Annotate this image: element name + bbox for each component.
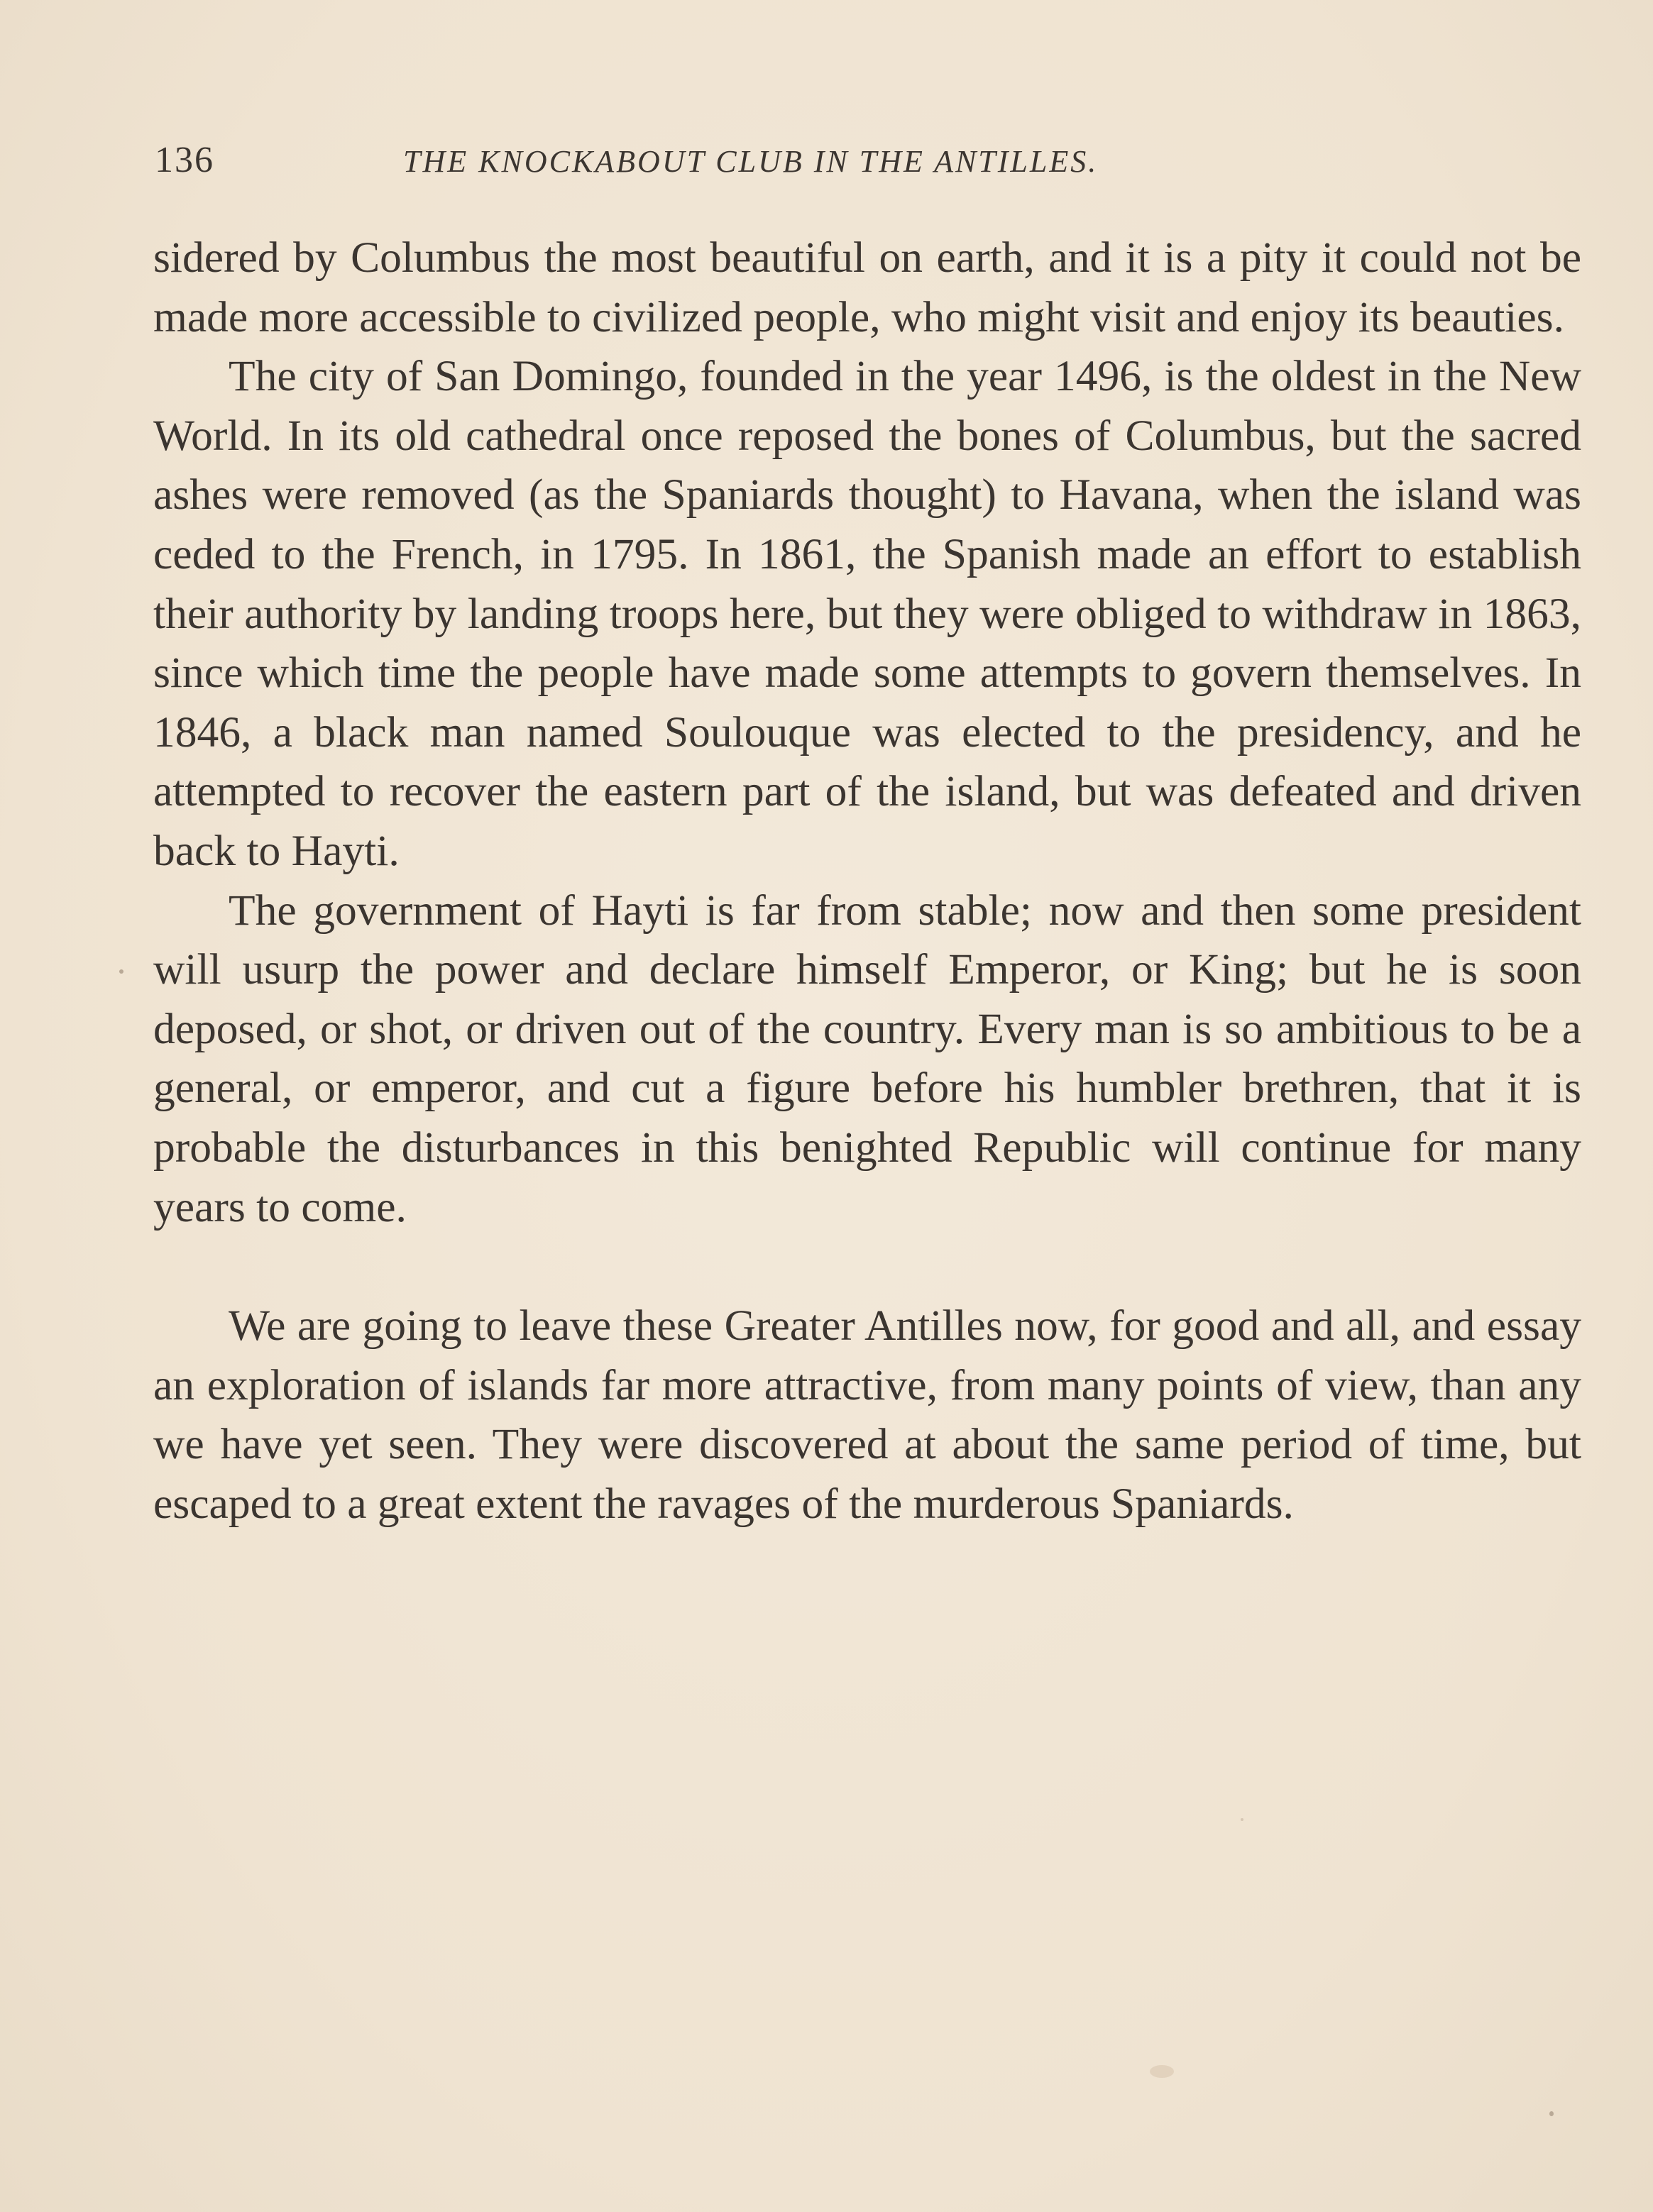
paragraph-san-domingo: The city of San Domingo, founded in the year 1496, is the oldest in the New World. In its old cathedral once reposed the bones of Columbus, but the sacred ashes were removed (as the Spaniards thought) to Havana, when the island was ceded to the French, in 1795. In 1861, the Spanish made an effort to establish their authority by landing troops here, but they were obliged to withdraw in 1863, since which time the people have made some attempts to govern themselves. In 1846, a black man named Soulouque was elected to the presidency, and he attempted to recover the eastern part of the island, but was defeated and driven back to Hayti.: [153, 352, 1581, 875]
paper-speck: [1549, 2111, 1554, 2116]
paper-speck: [1241, 1818, 1243, 1821]
paragraph-continuation: sidered by Columbus the most beautiful on earth, and it is a pity it could not be made more accessible to civilized people, who might visit and enjoy its beauties.: [153, 233, 1581, 341]
paper-speck: [119, 969, 123, 974]
paragraph-hayti-government: The government of Hayti is far from stable; now and then some president will usurp the power and declare himself Emperor, or King; but he is soon deposed, or shot, or driven out of the country. Every man is so ambitious to be a general, or emperor, and cut a figure before his humbler brethren, that it is probable the disturbances in this benighted Republic will continue for many years to come.: [153, 886, 1581, 1231]
body-text: [153, 229, 1581, 1534]
running-head: [155, 139, 1320, 182]
page-number: 136: [155, 140, 214, 180]
paper-stain: [1150, 2065, 1174, 2078]
paragraph-leaving-antilles: We are going to leave these Greater Antilles now, for good and all, and essay an exploration of islands far more attractive, from many points of view, than any we have yet seen. They were discovered at about the same period of time, but escaped to a great extent the ravages of the murderous Spaniards.: [153, 1302, 1581, 1528]
section-break: [153, 1237, 1581, 1297]
running-title: THE KNOCKABOUT CLUB IN THE ANTILLES.: [403, 144, 1099, 179]
